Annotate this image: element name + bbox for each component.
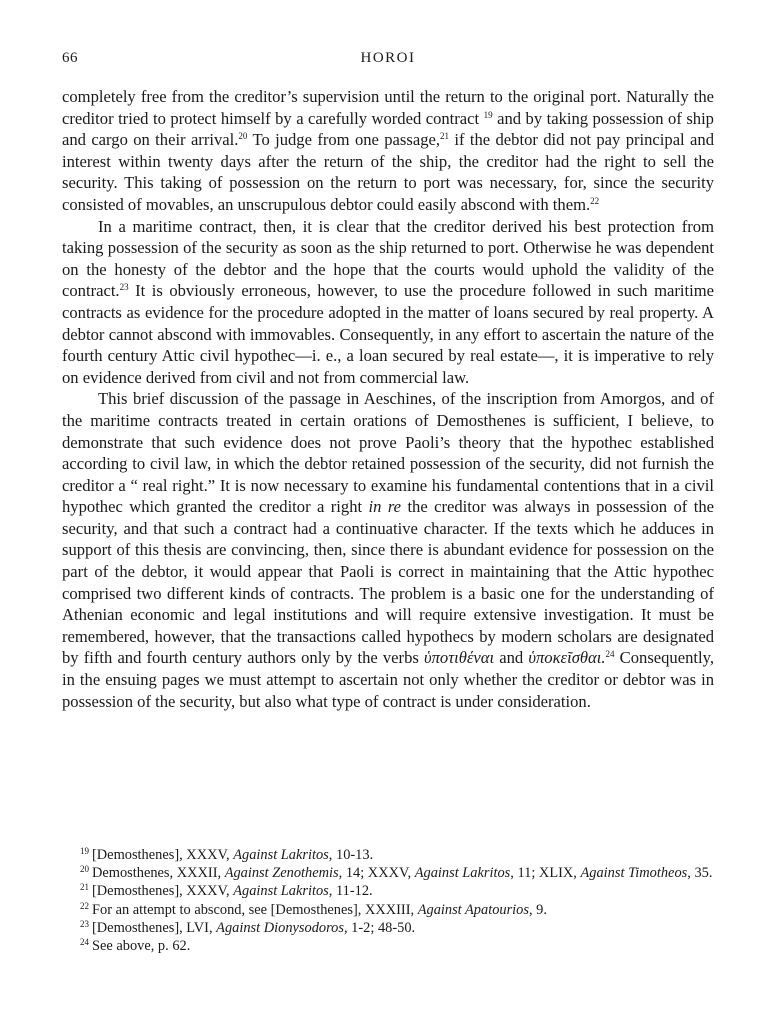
text-run: To judge from one passage, <box>247 130 441 150</box>
text-run: [Demosthenes], XXXV, <box>92 883 234 900</box>
text-run: , 11-12. <box>328 883 373 900</box>
page-header <box>62 50 714 70</box>
footnote <box>62 901 714 919</box>
paragraph <box>62 388 714 712</box>
footnote-ref: 20 <box>238 131 248 142</box>
italic-text: ὑποκεῖσθαι. <box>528 648 606 668</box>
footnotes <box>62 846 714 955</box>
text-run: , 9. <box>528 901 547 918</box>
text-run: Demosthenes, XXXII, <box>92 865 225 882</box>
footnote-number: 22 <box>80 900 89 911</box>
text-run: , 14; XXXV, <box>338 865 415 882</box>
body-text <box>62 86 714 712</box>
italic-text: Against Zenothemis <box>224 865 339 882</box>
italic-text: in re <box>368 497 402 517</box>
text-run: , 10-13. <box>328 847 374 863</box>
footnote-number: 21 <box>80 882 89 893</box>
italic-text: Against Lakritos <box>233 847 329 863</box>
running-title: HOROI <box>360 50 416 66</box>
text-run: the creditor was always in possession of the security, and that such a contract had a continuative character. If the texts which he adduces in support of this thesis are convincing, then, since there is abundant evidence for possession on the part of the debtor, it would appear that Paoli is correct in maintaining that the Attic hypothec comprised two different kinds of contracts. The problem is a basic one for the understanding of Athenian economic and legal institutions and will require extensive investigation. It must be remembered, however, that the transactions called hypothecs by modern scholars are designated by fifth and fourth century authors only by the verbs <box>62 497 715 668</box>
italic-text: ὑποτιθέναι <box>423 648 495 668</box>
text-run: This brief discussion of the passage in Aeschines, of the inscription from Amorgos, and of the maritime contracts treated in certain orations of Demosthenes is sufficient, I believe, to demonstrate that such evidence does not prove Paoli’s theory that the hypothec established according to civil law, in which the debtor retained possession of the security, did not furnish the creditor a “ real right.” It is now necessary to examine his fundamental contentions that in a civil hypothec which granted the creditor a right <box>62 389 714 517</box>
italic-text: Against Lakritos <box>414 865 511 882</box>
footnote-number: 20 <box>80 864 89 875</box>
text-run: For an attempt to abscond, see [Demosthenes], XXXIII, <box>92 901 418 918</box>
text-run: , 11; XLIX, <box>510 865 581 882</box>
italic-text: Against Dionysodoros <box>216 919 344 936</box>
footnote <box>62 846 714 864</box>
text-run: See above, p. 62. <box>92 938 191 955</box>
text-run: if the debtor did not pay principal and interest within twenty days after the return of the ship, the creditor had the right to sell the security. This taking of possession on the return to port was necessary, for, since the security consisted of movables, an unscrupulous debtor could easily abscond with them. <box>62 130 714 214</box>
text-run: , 35. <box>687 865 713 882</box>
paragraph <box>62 216 714 389</box>
footnote-number: 23 <box>80 918 89 929</box>
text-run: [Demosthenes], XXXV, <box>92 847 234 863</box>
text-run: and by taking possession of ship and cargo on their arrival. <box>62 108 714 150</box>
footnote-ref: 21 <box>440 131 450 142</box>
italic-text: Against Timotheos <box>580 865 688 882</box>
footnote <box>62 864 714 882</box>
footnote <box>62 882 714 900</box>
footnote-ref: 23 <box>119 282 129 293</box>
text-run: [Demosthenes], LVI, <box>92 919 217 936</box>
text-run: In a maritime contract, then, it is clear that the creditor derived his best protection from taking possession of the security as soon as the ship returned to port. Otherwise he was dependent on the honesty of the debtor and the hope that the courts would uphold the validity of the contract. <box>62 216 714 301</box>
text-run: Consequently, in the ensuing pages we must attempt to ascertain not only whether the creditor or debtor was in possession of the security, but also what type of contract is under consideration. <box>62 648 714 711</box>
text-run: completely free from the creditor’s supervision until the return to the original port. Naturally the creditor tried to protect himself by a carefully worded contract <box>62 87 714 128</box>
footnote <box>62 919 714 937</box>
footnote-ref: 22 <box>590 195 600 206</box>
footnote <box>62 937 714 955</box>
page-number: 66 <box>62 50 78 66</box>
text-run: and <box>494 648 529 668</box>
footnote-ref: 24 <box>605 649 615 660</box>
footnote-number: 24 <box>80 937 89 948</box>
footnote-ref: 19 <box>483 109 493 120</box>
text-run: It is obviously erroneous, however, to use the procedure followed in such maritime contracts as evidence for the procedure adopted in the matter of loans secured by real property. A debtor cannot abscond with immovables. Consequently, in any effort to ascertain the nature of the fourth century Attic civil hypothec—i. e., a loan secured by real estate—, it is imperative to rely on evidence derived from civil and not from commercial law. <box>62 281 714 387</box>
italic-text: Against Lakritos <box>233 883 329 900</box>
italic-text: Against Apatourios <box>417 901 529 918</box>
footnote-number: 19 <box>80 846 89 856</box>
text-run: , 1-2; 48-50. <box>343 919 416 936</box>
paragraph <box>62 86 714 216</box>
